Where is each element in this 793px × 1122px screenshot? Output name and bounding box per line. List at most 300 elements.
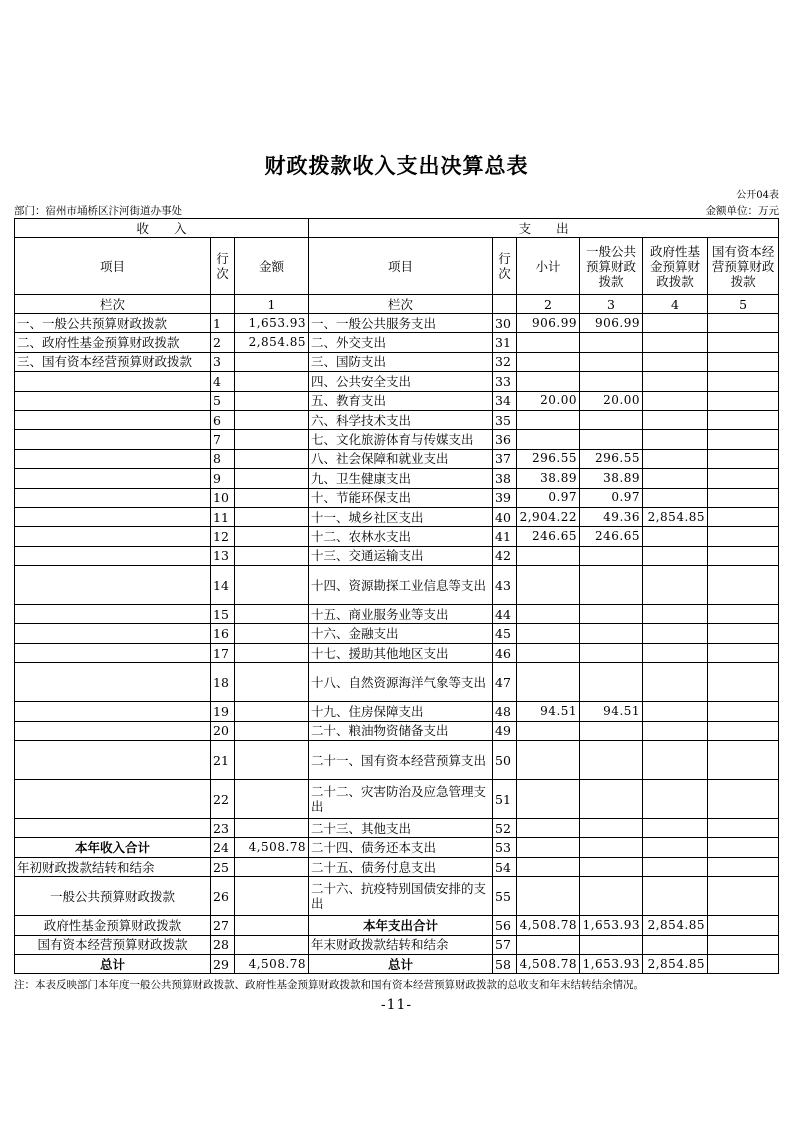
state-capital-value (708, 643, 779, 662)
fund-budget-value (643, 741, 708, 780)
subtotal-value (517, 857, 580, 876)
expense-item: 十二、农林水支出 (309, 527, 493, 546)
state-capital-value (708, 507, 779, 526)
page-title: 财政拨款收入支出决算总表 (264, 154, 529, 178)
expense-line: 41 (493, 527, 517, 546)
expense-item: 十七、援助其他地区支出 (309, 643, 493, 662)
subtotal-value (517, 741, 580, 780)
col-number-1: 1 (235, 295, 309, 314)
state-capital-value (708, 430, 779, 449)
income-amount (235, 916, 309, 935)
income-item (15, 741, 211, 780)
income-line: 7 (211, 430, 235, 449)
income-amount (235, 935, 309, 954)
income-line: 14 (211, 566, 235, 605)
income-amount (235, 741, 309, 780)
fund-budget-value (643, 624, 708, 643)
table-row (15, 507, 779, 526)
subtotal-value (517, 780, 580, 819)
income-item (15, 780, 211, 819)
general-budget-header: 一般公共预算财政拨款 (580, 238, 643, 295)
expense-line: 50 (493, 741, 517, 780)
income-amount (235, 391, 309, 410)
income-item (15, 469, 211, 488)
subtotal-value (517, 935, 580, 954)
expense-item: 二、外交支出 (309, 333, 493, 352)
income-amount (235, 643, 309, 662)
state-capital-value (708, 741, 779, 780)
general-budget-value: 1,653.93 (580, 916, 643, 935)
expense-line: 38 (493, 469, 517, 488)
general-budget-value: 94.51 (580, 702, 643, 721)
fund-budget-value (643, 702, 708, 721)
income-item: 年初财政拨款结转和结余 (15, 857, 211, 876)
state-capital-value (708, 314, 779, 333)
expense-item: 五、教育支出 (309, 391, 493, 410)
income-amount (235, 449, 309, 468)
department-label: 部门：宿州市埇桥区汴河街道办事处 (14, 205, 182, 217)
expense-line: 30 (493, 314, 517, 333)
expense-item: 十八、自然资源海洋气象等支出 (309, 663, 493, 702)
expense-line: 57 (493, 935, 517, 954)
subtotal-value (517, 546, 580, 565)
income-amount (235, 877, 309, 916)
table-row (15, 780, 779, 819)
expense-item: 二十三、其他支出 (309, 819, 493, 838)
state-capital-value (708, 488, 779, 507)
income-item (15, 546, 211, 565)
income-line: 28 (211, 935, 235, 954)
expense-item: 十九、住房保障支出 (309, 702, 493, 721)
general-budget-value (580, 546, 643, 565)
income-line: 5 (211, 391, 235, 410)
expense-line: 52 (493, 819, 517, 838)
expense-line: 39 (493, 488, 517, 507)
income-amount (235, 857, 309, 876)
state-capital-value (708, 780, 779, 819)
fund-budget-value (643, 721, 708, 740)
income-line: 2 (211, 333, 235, 352)
state-capital-value (708, 877, 779, 916)
expense-line: 35 (493, 410, 517, 429)
general-budget-value (580, 372, 643, 391)
income-line: 18 (211, 663, 235, 702)
state-capital-value (708, 624, 779, 643)
expense-line: 45 (493, 624, 517, 643)
income-item (15, 624, 211, 643)
table-row (15, 857, 779, 876)
fund-budget-header: 政府性基金预算财政拨款 (643, 238, 708, 295)
table-row (15, 954, 779, 973)
subtotal-header: 小计 (517, 238, 580, 295)
income-line: 16 (211, 624, 235, 643)
income-item: 本年收入合计 (15, 838, 211, 857)
fund-budget-value (643, 372, 708, 391)
form-number: 公开04表 (736, 190, 779, 201)
table-row (15, 838, 779, 857)
fund-budget-value: 2,854.85 (643, 954, 708, 973)
state-capital-value (708, 449, 779, 468)
income-line-header: 行次 (211, 238, 235, 295)
income-amount (235, 819, 309, 838)
fund-budget-value (643, 643, 708, 662)
subtotal-value: 4,508.78 (517, 954, 580, 973)
income-amount-header: 金额 (235, 238, 309, 295)
general-budget-value: 38.89 (580, 469, 643, 488)
income-line: 12 (211, 527, 235, 546)
income-item (15, 702, 211, 721)
income-amount (235, 780, 309, 819)
expense-line: 53 (493, 838, 517, 857)
fund-budget-value (643, 449, 708, 468)
col-number-4: 4 (643, 295, 708, 314)
income-amount (235, 372, 309, 391)
general-budget-value (580, 333, 643, 352)
table-row (15, 935, 779, 954)
table-row (15, 566, 779, 605)
subtotal-value (517, 663, 580, 702)
expense-line: 55 (493, 877, 517, 916)
state-capital-value (708, 546, 779, 565)
income-amount (235, 507, 309, 526)
income-amount (235, 410, 309, 429)
income-amount (235, 546, 309, 565)
income-item-header: 项目 (15, 238, 211, 295)
expense-col-label: 栏次 (309, 295, 493, 314)
subtotal-value: 906.99 (517, 314, 580, 333)
fund-budget-value (643, 838, 708, 857)
state-capital-value (708, 819, 779, 838)
expense-item: 二十、粮油物资储备支出 (309, 721, 493, 740)
expense-item: 二十六、抗疫特别国债安排的支出 (309, 877, 493, 916)
general-budget-value (580, 838, 643, 857)
expense-line: 43 (493, 566, 517, 605)
subtotal-value (517, 430, 580, 449)
general-budget-value (580, 566, 643, 605)
general-budget-value: 296.55 (580, 449, 643, 468)
table-row (15, 605, 779, 624)
subtotal-value (517, 721, 580, 740)
general-budget-value: 0.97 (580, 488, 643, 507)
income-item (15, 488, 211, 507)
expense-item: 年末财政拨款结转和结余 (309, 935, 493, 954)
income-item (15, 819, 211, 838)
income-line: 3 (211, 352, 235, 371)
fund-budget-value (643, 663, 708, 702)
income-line: 8 (211, 449, 235, 468)
expense-line: 56 (493, 916, 517, 935)
income-amount (235, 663, 309, 702)
income-item: 一般公共预算财政拨款 (15, 877, 211, 916)
state-capital-value (708, 663, 779, 702)
expense-item: 十一、城乡社区支出 (309, 507, 493, 526)
expense-line: 44 (493, 605, 517, 624)
expense-line: 47 (493, 663, 517, 702)
income-amount (235, 702, 309, 721)
state-capital-value (708, 702, 779, 721)
income-line: 15 (211, 605, 235, 624)
subtotal-value (517, 352, 580, 371)
expense-item: 一、一般公共服务支出 (309, 314, 493, 333)
table-row (15, 372, 779, 391)
subtotal-value: 20.00 (517, 391, 580, 410)
income-item (15, 605, 211, 624)
income-item (15, 430, 211, 449)
income-line: 29 (211, 954, 235, 973)
subtotal-value (517, 372, 580, 391)
expense-item: 六、科学技术支出 (309, 410, 493, 429)
fund-budget-value (643, 410, 708, 429)
table-row (15, 741, 779, 780)
state-capital-value (708, 857, 779, 876)
income-amount: 2,854.85 (235, 333, 309, 352)
fund-budget-value: 2,854.85 (643, 507, 708, 526)
general-budget-value: 1,653.93 (580, 954, 643, 973)
expense-item: 十五、商业服务业等支出 (309, 605, 493, 624)
income-item (15, 643, 211, 662)
income-line: 10 (211, 488, 235, 507)
subtotal-value: 2,904.22 (517, 507, 580, 526)
general-budget-value (580, 643, 643, 662)
table-row (15, 527, 779, 546)
table-row (15, 624, 779, 643)
expense-line: 54 (493, 857, 517, 876)
expense-item: 九、卫生健康支出 (309, 469, 493, 488)
income-amount (235, 430, 309, 449)
expense-line: 49 (493, 721, 517, 740)
income-item: 国有资本经营预算财政拨款 (15, 935, 211, 954)
fund-budget-value (643, 819, 708, 838)
fund-budget-value (643, 488, 708, 507)
expense-item: 本年支出合计 (309, 916, 493, 935)
expense-item-header: 项目 (309, 238, 493, 295)
income-amount (235, 488, 309, 507)
state-capital-value (708, 935, 779, 954)
general-budget-value (580, 624, 643, 643)
subtotal-value (517, 410, 580, 429)
income-line: 9 (211, 469, 235, 488)
col-number-5: 5 (708, 295, 779, 314)
state-capital-value (708, 838, 779, 857)
expense-line: 33 (493, 372, 517, 391)
table-row (15, 643, 779, 662)
col-number-2: 2 (517, 295, 580, 314)
table-row (15, 333, 779, 352)
expense-item: 三、国防支出 (309, 352, 493, 371)
expense-line: 42 (493, 546, 517, 565)
subtotal-value (517, 624, 580, 643)
expense-line: 46 (493, 643, 517, 662)
income-amount: 4,508.78 (235, 954, 309, 973)
table-row (15, 314, 779, 333)
general-budget-value: 246.65 (580, 527, 643, 546)
subtotal-value (517, 643, 580, 662)
general-budget-value (580, 410, 643, 429)
general-budget-value (580, 741, 643, 780)
income-amount: 4,508.78 (235, 838, 309, 857)
expense-line: 36 (493, 430, 517, 449)
income-amount (235, 721, 309, 740)
expense-line: 58 (493, 954, 517, 973)
income-line: 24 (211, 838, 235, 857)
footnote: 注：本表反映部门本年度一般公共预算财政拨款、政府性基金预算财政拨款和国有资本经营预算财政拨款的总收支和年末结转结余情况。 (14, 979, 644, 991)
income-line: 20 (211, 721, 235, 740)
income-item (15, 507, 211, 526)
col-number-3: 3 (580, 295, 643, 314)
fund-budget-value (643, 605, 708, 624)
income-line: 6 (211, 410, 235, 429)
income-line: 21 (211, 741, 235, 780)
general-budget-value (580, 857, 643, 876)
income-line: 19 (211, 702, 235, 721)
table-row (15, 352, 779, 371)
income-item (15, 372, 211, 391)
subtotal-value (517, 877, 580, 916)
table-row (15, 819, 779, 838)
fund-budget-value (643, 314, 708, 333)
state-capital-value (708, 954, 779, 973)
state-capital-header: 国有资本经营预算财政拨款 (708, 238, 779, 295)
income-line: 23 (211, 819, 235, 838)
fund-budget-value: 2,854.85 (643, 916, 708, 935)
subtotal-value: 296.55 (517, 449, 580, 468)
income-item: 政府性基金预算财政拨款 (15, 916, 211, 935)
income-line: 27 (211, 916, 235, 935)
income-line: 22 (211, 780, 235, 819)
table-row (15, 721, 779, 740)
state-capital-value (708, 916, 779, 935)
income-line: 26 (211, 877, 235, 916)
general-budget-value (580, 819, 643, 838)
expense-line: 34 (493, 391, 517, 410)
expense-item: 总计 (309, 954, 493, 973)
subtotal-value (517, 566, 580, 605)
state-capital-value (708, 410, 779, 429)
fund-budget-value (643, 935, 708, 954)
fund-budget-value (643, 546, 708, 565)
table-row (15, 546, 779, 565)
table-row (15, 488, 779, 507)
fund-budget-value (643, 352, 708, 371)
subtotal-value (517, 819, 580, 838)
income-line: 11 (211, 507, 235, 526)
state-capital-value (708, 333, 779, 352)
expense-header: 支 出 (309, 219, 779, 238)
income-item: 二、政府性基金预算财政拨款 (15, 333, 211, 352)
income-item (15, 721, 211, 740)
subtotal-value (517, 333, 580, 352)
income-header: 收 入 (15, 219, 309, 238)
table-row (15, 469, 779, 488)
table-row (15, 702, 779, 721)
income-line: 13 (211, 546, 235, 565)
fund-budget-value (643, 780, 708, 819)
income-item (15, 410, 211, 429)
state-capital-value (708, 391, 779, 410)
fund-budget-value (643, 857, 708, 876)
state-capital-value (708, 372, 779, 391)
expense-line: 32 (493, 352, 517, 371)
expense-item: 七、文化旅游体育与传媒支出 (309, 430, 493, 449)
income-line: 25 (211, 857, 235, 876)
income-item: 总计 (15, 954, 211, 973)
income-line: 17 (211, 643, 235, 662)
income-amount (235, 624, 309, 643)
table-row (15, 663, 779, 702)
fund-budget-value (643, 527, 708, 546)
expense-line: 37 (493, 449, 517, 468)
state-capital-value (708, 566, 779, 605)
income-amount (235, 469, 309, 488)
expense-item: 二十一、国有资本经营预算支出 (309, 741, 493, 780)
expense-item: 二十五、债务付息支出 (309, 857, 493, 876)
income-amount (235, 605, 309, 624)
expense-line: 31 (493, 333, 517, 352)
general-budget-value: 49.36 (580, 507, 643, 526)
state-capital-value (708, 469, 779, 488)
expense-item: 四、公共安全支出 (309, 372, 493, 391)
fund-budget-value (643, 333, 708, 352)
income-amount: 1,653.93 (235, 314, 309, 333)
expense-line: 48 (493, 702, 517, 721)
income-amount (235, 527, 309, 546)
subtotal-value: 246.65 (517, 527, 580, 546)
expense-item: 十六、金融支出 (309, 624, 493, 643)
general-budget-value (580, 935, 643, 954)
fund-budget-value (643, 566, 708, 605)
income-item: 一、一般公共预算财政拨款 (15, 314, 211, 333)
expense-item: 二十二、灾害防治及应急管理支出 (309, 780, 493, 819)
state-capital-value (708, 605, 779, 624)
expense-line: 51 (493, 780, 517, 819)
general-budget-value (580, 605, 643, 624)
unit-label: 金额单位：万元 (705, 205, 779, 217)
fund-budget-value (643, 430, 708, 449)
income-item: 三、国有资本经营预算财政拨款 (15, 352, 211, 371)
budget-table (14, 218, 779, 974)
table-row (15, 877, 779, 916)
state-capital-value (708, 721, 779, 740)
subtotal-value: 4,508.78 (517, 916, 580, 935)
fund-budget-value (643, 391, 708, 410)
income-item (15, 527, 211, 546)
subtotal-value: 0.97 (517, 488, 580, 507)
general-budget-value (580, 780, 643, 819)
general-budget-value (580, 352, 643, 371)
table-row (15, 449, 779, 468)
page-number: -11- (380, 997, 413, 1013)
general-budget-value: 20.00 (580, 391, 643, 410)
income-line: 4 (211, 372, 235, 391)
expense-item: 十四、资源勘探工业信息等支出 (309, 566, 493, 605)
subtotal-value (517, 605, 580, 624)
general-budget-value (580, 877, 643, 916)
empty-cell (493, 295, 517, 314)
income-amount (235, 352, 309, 371)
fund-budget-value (643, 877, 708, 916)
subtotal-value: 94.51 (517, 702, 580, 721)
table-row (15, 410, 779, 429)
general-budget-value (580, 430, 643, 449)
income-col-label: 栏次 (15, 295, 211, 314)
expense-item: 十三、交通运输支出 (309, 546, 493, 565)
income-line: 1 (211, 314, 235, 333)
general-budget-value: 906.99 (580, 314, 643, 333)
subtotal-value (517, 838, 580, 857)
income-item (15, 566, 211, 605)
general-budget-value (580, 663, 643, 702)
income-item (15, 391, 211, 410)
